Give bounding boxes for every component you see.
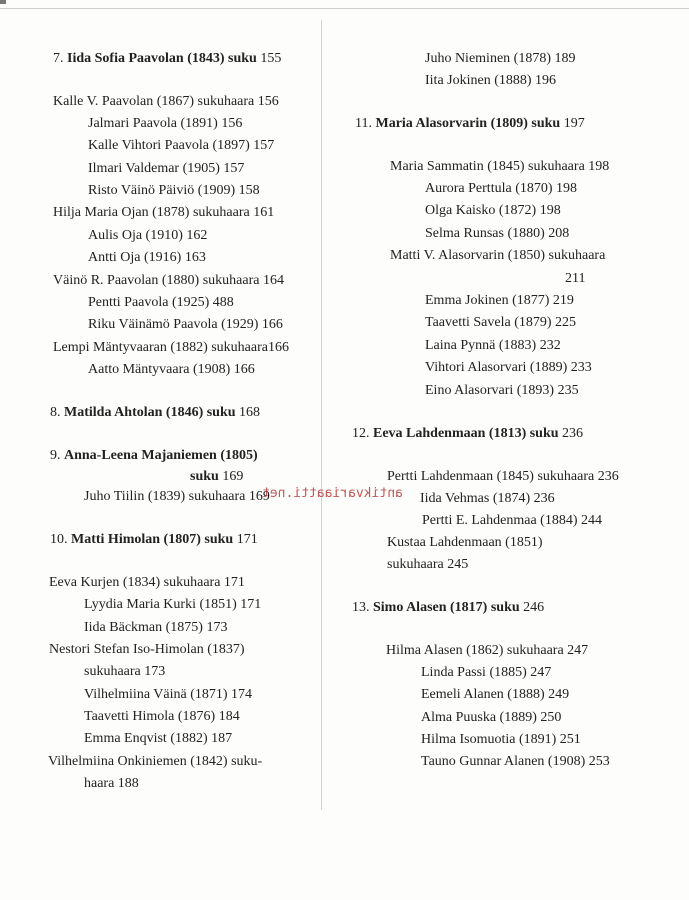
section-family-name: Maria Alasorvarin (1809) suku — [375, 116, 561, 131]
index-entry: Vilhelmiina Väinä (1871) 174 — [84, 687, 253, 702]
index-entry: Iida Vehmas (1874) 236 — [420, 491, 555, 506]
section-page-number: 171 — [236, 532, 258, 547]
index-entry: Juho Nieminen (1878) 189 — [425, 51, 576, 66]
index-entry: Pentti Paavola (1925) 488 — [88, 295, 234, 310]
index-entry: Kustaa Lahdenmaan (1851) — [387, 535, 543, 550]
section-number: 13. — [352, 600, 370, 615]
index-entry: Väinö R. Paavolan (1880) sukuhaara 164 — [53, 273, 284, 288]
index-entry: Alma Puuska (1889) 250 — [421, 710, 562, 725]
index-entry: Taavetti Savela (1879) 225 — [425, 315, 577, 330]
section-heading — [53, 50, 281, 68]
index-entry: Laina Pynnä (1883) 232 — [425, 338, 561, 353]
index-entry: Hilma Isomuotia (1891) 251 — [421, 732, 581, 747]
section-number: 7. — [53, 51, 64, 66]
section-page-number: 169 — [222, 469, 244, 484]
index-entry: Linda Passi (1885) 247 — [421, 665, 552, 680]
section-number: 9. — [50, 448, 61, 463]
index-entry: haara 188 — [84, 776, 139, 791]
index-entry: Lyydia Maria Kurki (1851) 171 — [84, 597, 262, 612]
index-entry: Matti V. Alasorvarin (1850) sukuhaara — [390, 248, 606, 263]
index-entry: Juho Tiilin (1839) sukuhaara 169 — [84, 489, 270, 504]
index-entry: Vihtori Alasorvari (1889) 233 — [425, 360, 592, 375]
index-entry: Iida Bäckman (1875) 173 — [84, 620, 228, 635]
section-heading — [190, 468, 243, 486]
section-page-number: 197 — [563, 116, 585, 131]
section-heading — [352, 425, 583, 443]
section-family-name: Matti Himolan (1807) suku — [71, 532, 234, 547]
index-entry: Ilmari Valdemar (1905) 157 — [88, 161, 245, 176]
section-heading — [355, 115, 585, 133]
section-heading — [352, 599, 544, 617]
index-entry: Aurora Perttula (1870) 198 — [425, 181, 578, 196]
index-entry: Kalle Vihtori Paavola (1897) 157 — [88, 138, 275, 153]
section-number: 11. — [355, 116, 372, 131]
section-family-name: Eeva Lahdenmaan (1813) suku — [373, 426, 559, 441]
index-entry: Jalmari Paavola (1891) 156 — [88, 116, 243, 131]
column-divider — [321, 20, 322, 810]
index-entry: Emma Enqvist (1882) 187 — [84, 731, 233, 746]
index-entry: Risto Väinö Päiviö (1909) 158 — [88, 183, 260, 198]
index-entry: Tauno Gunnar Alanen (1908) 253 — [421, 754, 610, 769]
section-page-number: 246 — [523, 600, 545, 615]
index-entry: Eeva Kurjen (1834) sukuhaara 171 — [49, 575, 245, 590]
index-entry: Nestori Stefan Iso-Himolan (1837) — [49, 642, 245, 657]
index-entry: Emma Jokinen (1877) 219 — [425, 293, 574, 308]
index-entry: sukuhaara 173 — [84, 664, 166, 679]
index-entry: Aatto Mäntyvaara (1908) 166 — [88, 362, 255, 377]
index-entry: Vilhelmiina Onkiniemen (1842) suku- — [48, 754, 263, 769]
section-heading — [50, 404, 260, 422]
index-entry: Antti Oja (1916) 163 — [88, 250, 206, 265]
section-family-name: Anna-Leena Majaniemen (1805) — [64, 448, 258, 463]
index-entry: Maria Sammatin (1845) sukuhaara 198 — [390, 159, 610, 174]
index-entry: Lempi Mäntyvaaran (1882) sukuhaara166 — [53, 340, 289, 355]
section-number: 12. — [352, 426, 370, 441]
index-entry: Hilma Alasen (1862) sukuhaara 247 — [386, 643, 589, 658]
index-entry: Riku Väinämö Paavola (1929) 166 — [88, 317, 283, 332]
index-entry: Eemeli Alanen (1888) 249 — [421, 687, 570, 702]
corner-mark — [0, 0, 6, 4]
index-entry: Olga Kaisko (1872) 198 — [425, 203, 561, 218]
section-heading — [50, 447, 258, 465]
index-entry: Hilja Maria Ojan (1878) sukuhaara 161 — [53, 205, 275, 220]
watermark: antikvariaatti.net — [262, 486, 403, 501]
index-entry: Selma Runsas (1880) 208 — [425, 226, 570, 241]
section-number: 10. — [50, 532, 68, 547]
section-heading — [50, 531, 258, 549]
index-entry: Eino Alasorvari (1893) 235 — [425, 383, 579, 398]
top-rule — [0, 8, 689, 9]
index-entry: Taavetti Himola (1876) 184 — [84, 709, 240, 724]
index-entry: Pertti E. Lahdenmaa (1884) 244 — [422, 513, 603, 528]
section-family-name: Iida Sofia Paavolan (1843) suku — [67, 51, 257, 66]
index-entry: Aulis Oja (1910) 162 — [88, 228, 208, 243]
section-page-number: 168 — [239, 405, 261, 420]
section-family-name: Simo Alasen (1817) suku — [373, 600, 520, 615]
section-family-name: Matilda Ahtolan (1846) suku — [64, 405, 236, 420]
index-entry: 211 — [565, 271, 586, 286]
index-entry: Pertti Lahdenmaan (1845) sukuhaara 236 — [387, 469, 619, 484]
section-family-name: suku — [190, 469, 219, 484]
section-number: 8. — [50, 405, 61, 420]
section-page-number: 236 — [562, 426, 584, 441]
section-page-number: 155 — [260, 51, 282, 66]
index-entry: Iita Jokinen (1888) 196 — [425, 73, 557, 88]
index-entry: sukuhaara 245 — [387, 557, 469, 572]
index-entry: Kalle V. Paavolan (1867) sukuhaara 156 — [53, 94, 279, 109]
